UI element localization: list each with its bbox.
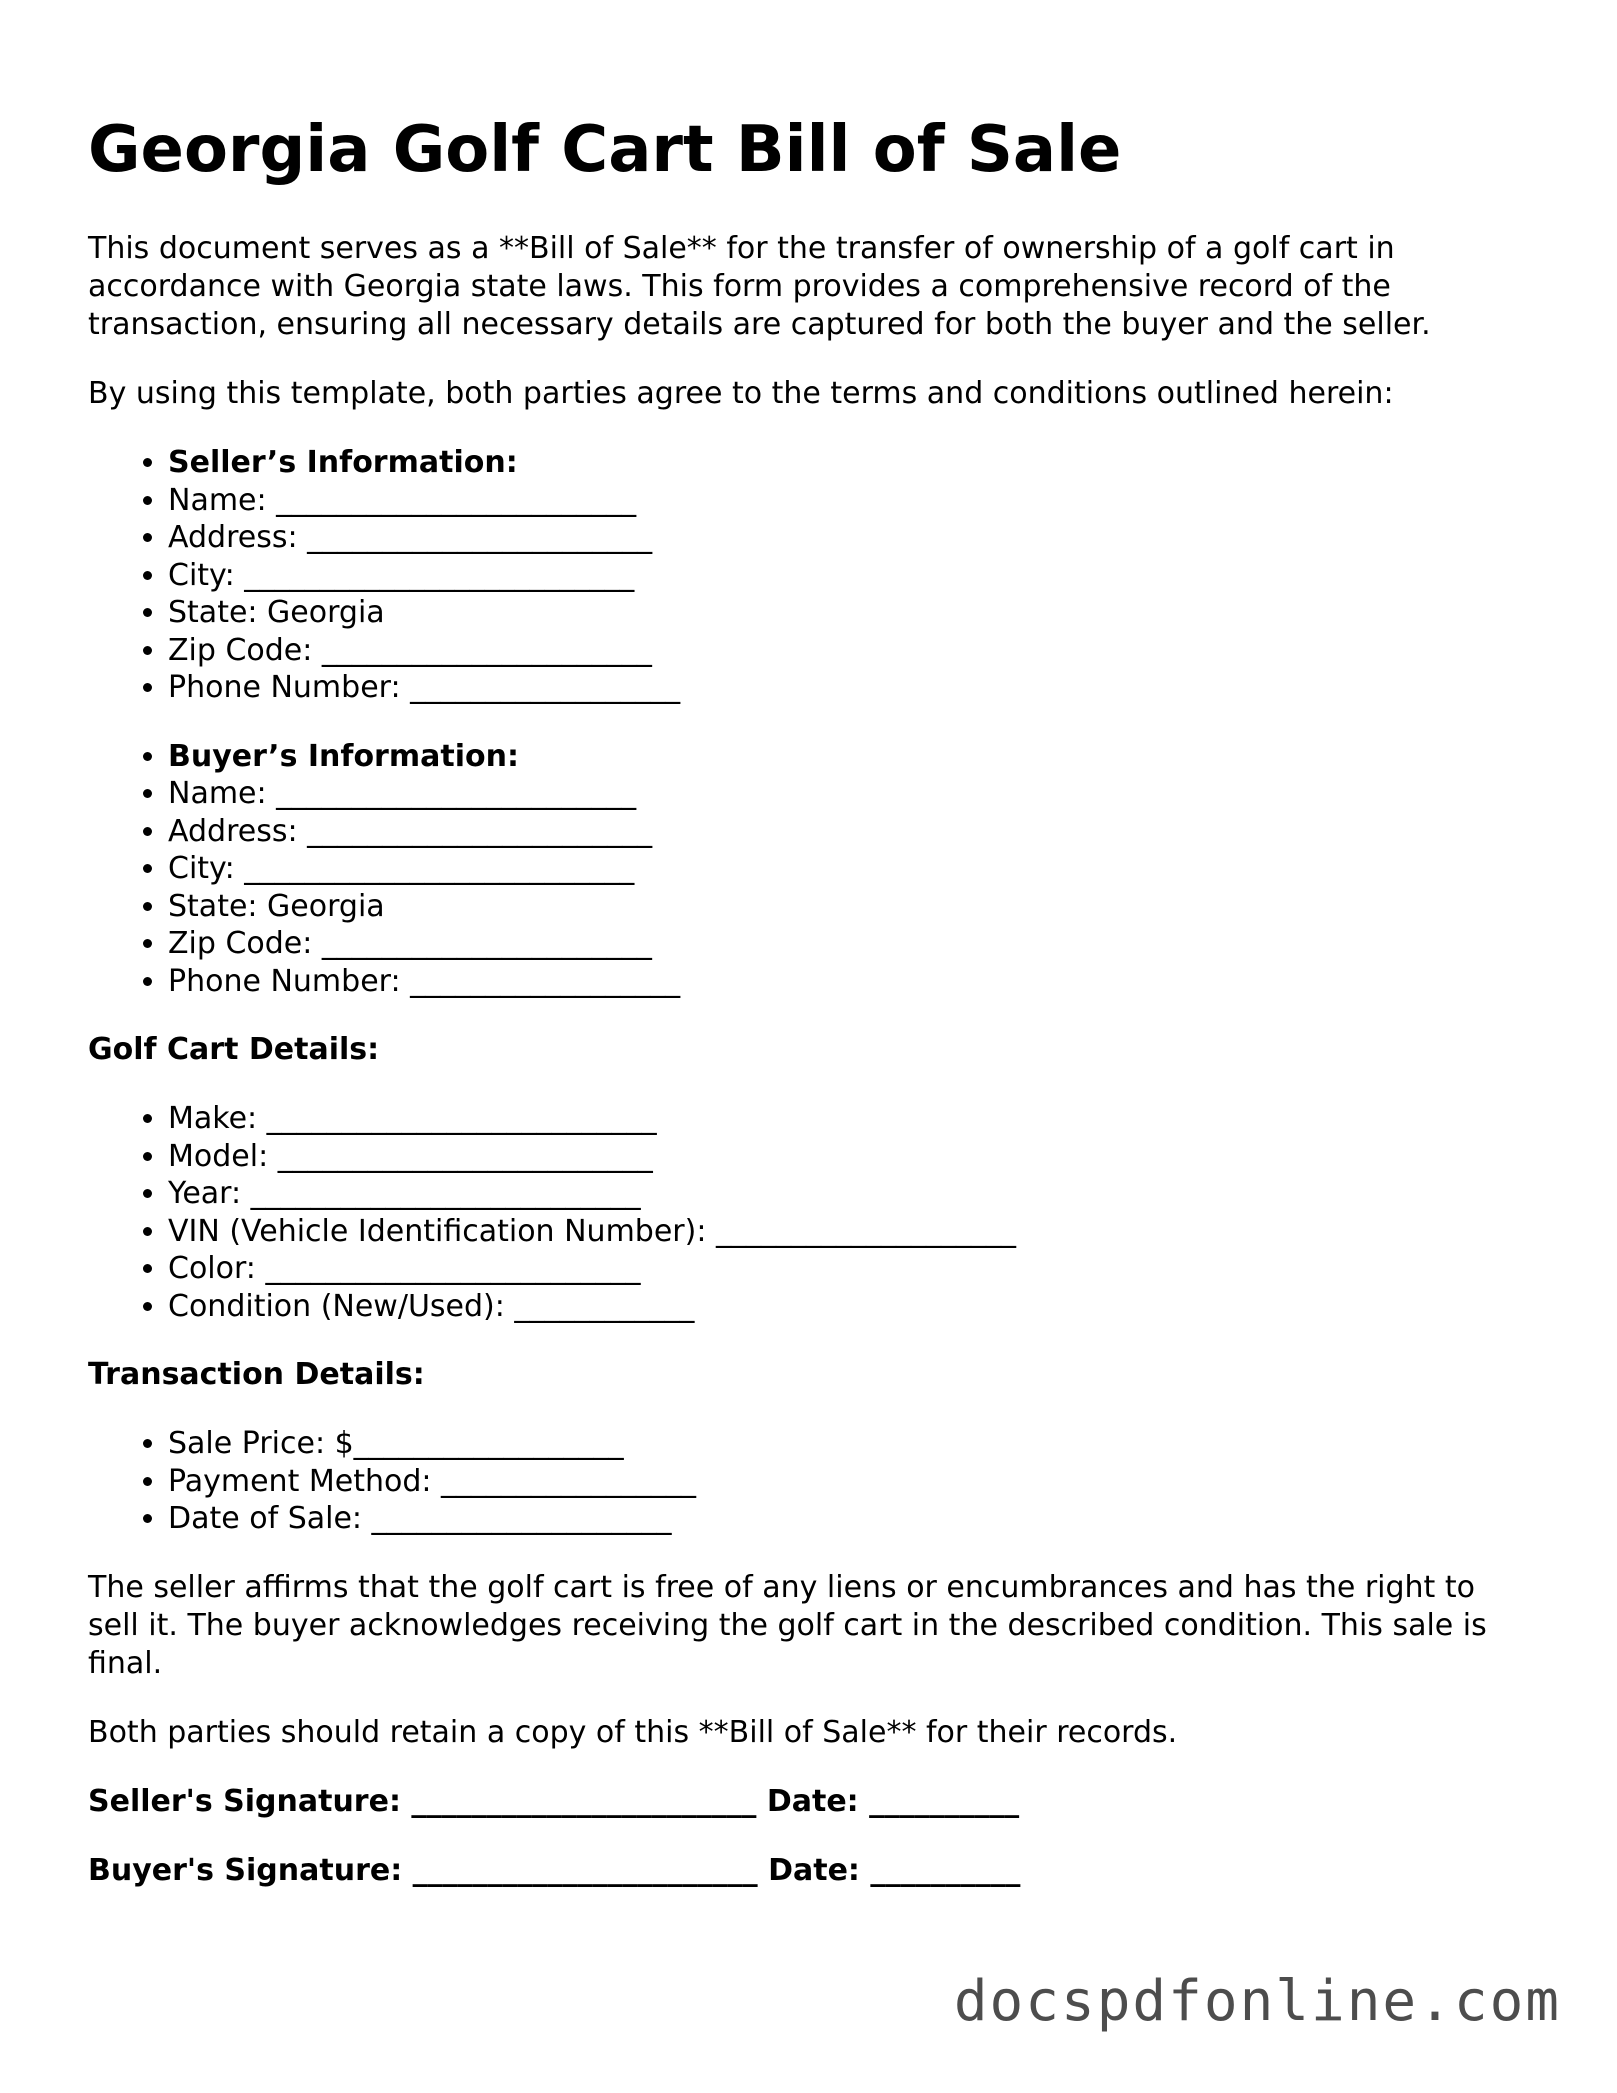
- cart-color-field: • Color: _________________________: [168, 1250, 1528, 1288]
- seller-phone-field: • Phone Number: __________________: [168, 669, 1528, 707]
- payment-method-field: • Payment Method: _________________: [168, 1463, 1528, 1501]
- cart-condition-field: • Condition (New/Used): ____________: [168, 1288, 1528, 1326]
- retain-paragraph: Both parties should retain a copy of this **Bill of Sale** for their records.: [88, 1714, 1178, 1750]
- cart-make-field: • Make: __________________________: [168, 1100, 1528, 1138]
- seller-info-heading: • Seller’s Information:: [168, 444, 1528, 482]
- document-page: [88, 112, 1528, 1921]
- sale-price-field: • Sale Price: $__________________: [168, 1425, 1528, 1463]
- buyer-city-field: • City: __________________________: [168, 850, 1528, 888]
- seller-state-field: • State: Georgia: [168, 594, 1528, 632]
- document-title: Georgia Golf Cart Bill of Sale: [88, 113, 1122, 187]
- transaction-details-heading: Transaction Details:: [88, 1357, 425, 1392]
- cart-vin-field: • VIN (Vehicle Identification Number): ____________________: [168, 1213, 1528, 1251]
- transaction-details-list: [88, 1425, 1528, 1538]
- seller-address-field: • Address: _______________________: [168, 519, 1528, 557]
- seller-info-list: [88, 444, 1528, 707]
- cart-details-heading: Golf Cart Details:: [88, 1032, 380, 1067]
- cart-model-field: • Model: _________________________: [168, 1138, 1528, 1176]
- buyer-name-field: • Name: ________________________: [168, 775, 1528, 813]
- intro-paragraph: This document serves as a **Bill of Sale** for the transfer of ownership of a golf cart in accordance with Georgia state laws. This form provides a comprehensive record of the transaction, ensuring all necessary details are captured for both the buyer and the seller.: [88, 231, 1431, 342]
- seller-name-field: • Name: ________________________: [168, 482, 1528, 520]
- seller-city-field: • City: __________________________: [168, 557, 1528, 595]
- buyer-phone-field: • Phone Number: __________________: [168, 963, 1528, 1001]
- seller-zip-field: • Zip Code: ______________________: [168, 632, 1528, 670]
- buyer-zip-field: • Zip Code: ______________________: [168, 925, 1528, 963]
- cart-details-list: [88, 1100, 1528, 1325]
- affirmation-paragraph: The seller affirms that the golf cart is free of any liens or encumbrances and has the right to sell it. The buyer acknowledges receiving the golf cart in the described condition. This sale is final.: [88, 1569, 1487, 1681]
- buyer-info-heading: • Buyer’s Information:: [168, 738, 1528, 776]
- buyer-info-list: [88, 738, 1528, 1001]
- agreement-paragraph: By using this template, both parties agree to the terms and conditions outlined herein:: [88, 376, 1394, 411]
- cart-year-field: • Year: __________________________: [168, 1175, 1528, 1213]
- buyer-address-field: • Address: _______________________: [168, 813, 1528, 851]
- seller-signature-line: Seller's Signature: _______________________ Date: __________: [88, 1783, 1020, 1819]
- site-watermark: docspdfonline.com: [953, 1969, 1561, 2034]
- buyer-signature-line: Buyer's Signature: _______________________ Date: __________: [88, 1852, 1021, 1888]
- date-of-sale-field: • Date of Sale: ____________________: [168, 1500, 1528, 1538]
- buyer-state-field: • State: Georgia: [168, 888, 1528, 926]
